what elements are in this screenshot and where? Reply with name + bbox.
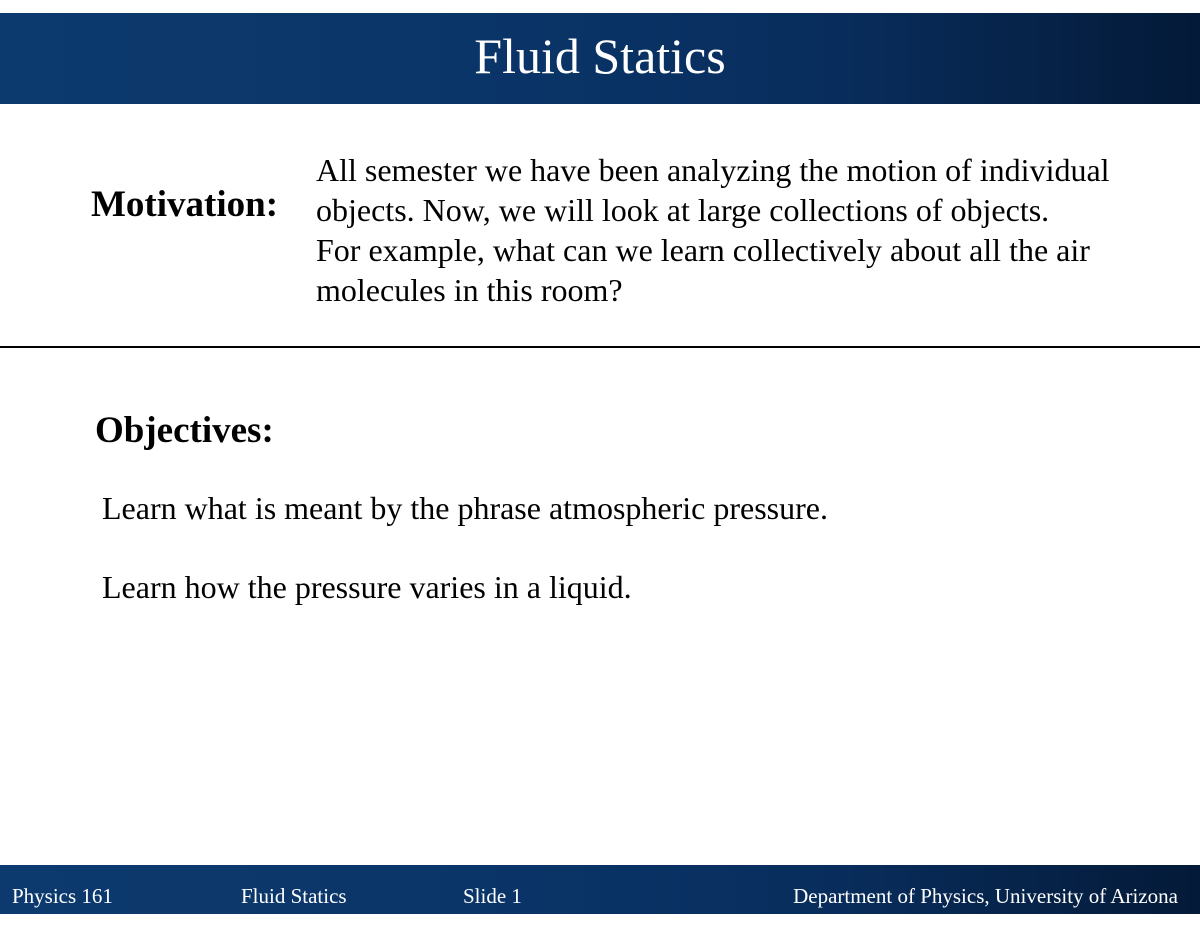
footer-slide-number: Slide 1 (463, 884, 522, 908)
objective-item: Learn what is meant by the phrase atmospheric pressure. (102, 490, 828, 526)
motivation-line: objects. Now, we will look at large collections of objects. (316, 192, 1050, 228)
motivation-label: Motivation: (91, 184, 279, 225)
title-bar (0, 13, 1200, 104)
motivation-text (316, 150, 1176, 310)
footer-topic: Fluid Statics (241, 884, 347, 908)
objective-item: Learn how the pressure varies in a liquid. (102, 569, 632, 605)
footer-course: Physics 161 (12, 884, 113, 908)
objectives-heading: Objectives: (95, 410, 274, 451)
motivation-line: molecules in this room? (316, 272, 623, 308)
motivation-line: For example, what can we learn collectively about all the air (316, 232, 1090, 268)
motivation-line: All semester we have been analyzing the motion of individual (316, 152, 1110, 188)
footer-bar (0, 865, 1200, 914)
slide-title: Fluid Statics (474, 27, 726, 84)
section-divider (0, 346, 1200, 348)
footer-department: Department of Physics, University of Arizona (793, 884, 1178, 908)
